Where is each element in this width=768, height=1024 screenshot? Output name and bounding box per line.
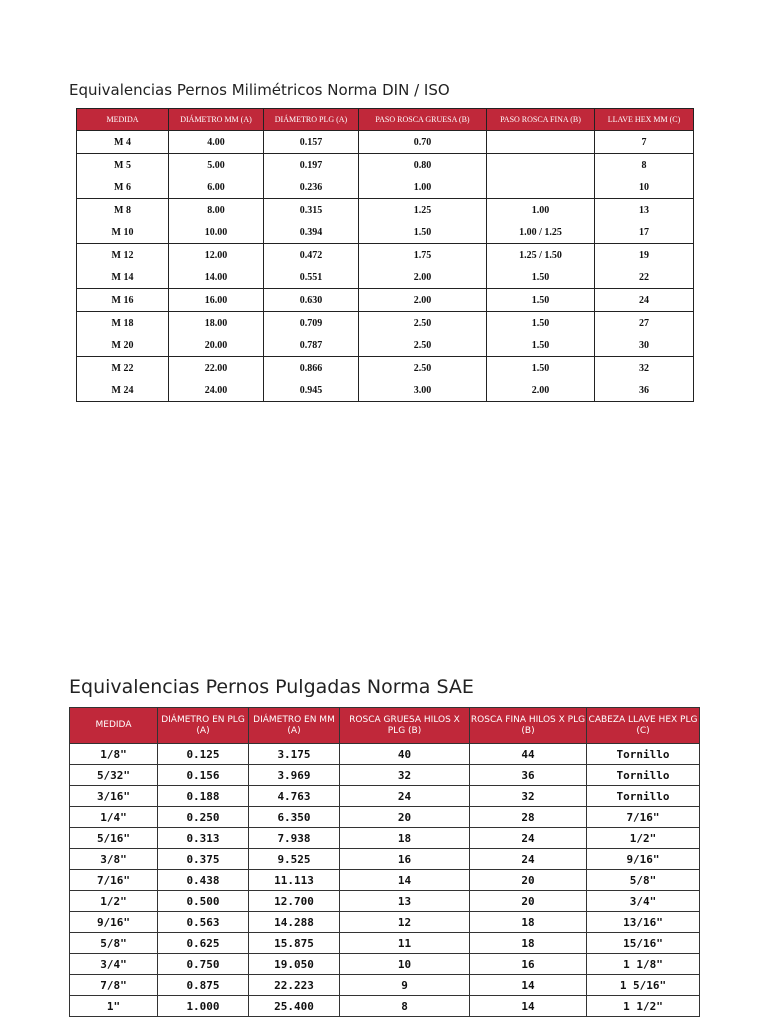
- table-row: [77, 289, 694, 312]
- table-cell: 27: [595, 312, 694, 335]
- table-cell: 0.472: [264, 244, 359, 267]
- table-cell: 16: [470, 954, 587, 975]
- table-cell: 4.763: [249, 786, 340, 807]
- table-cell: 0.438: [158, 870, 249, 891]
- table-cell: 0.313: [158, 828, 249, 849]
- table-cell: M 5: [77, 154, 169, 177]
- table-cell: 1.25: [359, 199, 487, 222]
- table-cell: 2.50: [359, 334, 487, 357]
- table-cell: 12.700: [249, 891, 340, 912]
- sae-header-row: [70, 708, 700, 744]
- header-rosca-fina: ROSCA FINA HILOS X PLG (B): [470, 708, 587, 744]
- table-cell: 0.156: [158, 765, 249, 786]
- table-cell: 1.75: [359, 244, 487, 267]
- table-cell: 5/8": [587, 870, 700, 891]
- table-cell: 15.875: [249, 933, 340, 954]
- table-cell: 1.000: [158, 996, 249, 1017]
- table-cell: 13: [595, 199, 694, 222]
- table-cell: 11: [340, 933, 470, 954]
- table-cell: 32: [340, 765, 470, 786]
- table-cell: 10: [595, 176, 694, 199]
- header-diametro-plg: DIÁMETRO PLG (A): [264, 109, 359, 131]
- metric-header-row: [77, 109, 694, 131]
- table-cell: 18: [340, 828, 470, 849]
- table-cell: M 10: [77, 221, 169, 244]
- table-row: [70, 849, 700, 870]
- table-row: [77, 357, 694, 380]
- table-row: [77, 154, 694, 177]
- table-cell: 2.50: [359, 357, 487, 380]
- table-cell: 0.197: [264, 154, 359, 177]
- table-cell: 1.50: [487, 266, 595, 289]
- table-cell: 0.250: [158, 807, 249, 828]
- table-cell: M 4: [77, 131, 169, 154]
- table-cell: M 24: [77, 379, 169, 402]
- table-cell: 2.00: [359, 266, 487, 289]
- table-cell: 22.00: [169, 357, 264, 380]
- header-diametro-mm: DIÁMETRO MM (A): [169, 109, 264, 131]
- table-row: [77, 266, 694, 289]
- table-cell: 20: [470, 870, 587, 891]
- table-cell: M 14: [77, 266, 169, 289]
- table-cell: 36: [470, 765, 587, 786]
- header-cabeza-llave-hex: CABEZA LLAVE HEX PLG (C): [587, 708, 700, 744]
- table-cell: 14: [470, 996, 587, 1017]
- table-row: [70, 912, 700, 933]
- table-row: [70, 933, 700, 954]
- table-cell: 1/2": [70, 891, 158, 912]
- table-cell: 3/4": [587, 891, 700, 912]
- table-cell: 0.70: [359, 131, 487, 154]
- table-cell: 24: [470, 828, 587, 849]
- sae-table-title: Equivalencias Pernos Pulgadas Norma SAE: [69, 676, 474, 698]
- table-cell: 1.50: [359, 221, 487, 244]
- table-row: [77, 199, 694, 222]
- table-cell: 3/16": [70, 786, 158, 807]
- metric-bolt-table: [76, 108, 694, 402]
- table-cell: 5/16": [70, 828, 158, 849]
- table-cell: 17: [595, 221, 694, 244]
- table-cell: Tornillo: [587, 786, 700, 807]
- table-cell: M 8: [77, 199, 169, 222]
- table-cell: 22: [595, 266, 694, 289]
- table-cell: 10: [340, 954, 470, 975]
- table-cell: 1.50: [487, 334, 595, 357]
- table-cell: 14.288: [249, 912, 340, 933]
- table-cell: 1.50: [487, 289, 595, 312]
- table-cell: 24: [340, 786, 470, 807]
- table-row: [70, 870, 700, 891]
- table-cell: 0.551: [264, 266, 359, 289]
- table-cell: 3.175: [249, 744, 340, 765]
- header-medida: MEDIDA: [70, 708, 158, 744]
- table-row: [70, 954, 700, 975]
- table-cell: 0.875: [158, 975, 249, 996]
- table-cell: 30: [595, 334, 694, 357]
- table-cell: 7.938: [249, 828, 340, 849]
- table-row: [70, 807, 700, 828]
- table-cell: Tornillo: [587, 765, 700, 786]
- table-cell: 1 5/16": [587, 975, 700, 996]
- table-cell: Tornillo: [587, 744, 700, 765]
- table-row: [70, 975, 700, 996]
- table-cell: 0.375: [158, 849, 249, 870]
- table-cell: 44: [470, 744, 587, 765]
- table-cell: 14: [340, 870, 470, 891]
- table-cell: 9/16": [587, 849, 700, 870]
- table-cell: 32: [470, 786, 587, 807]
- table-cell: 1 1/8": [587, 954, 700, 975]
- table-cell: 36: [595, 379, 694, 402]
- table-cell: 0.80: [359, 154, 487, 177]
- table-cell: 12.00: [169, 244, 264, 267]
- table-cell: 0.500: [158, 891, 249, 912]
- table-cell: 0.188: [158, 786, 249, 807]
- header-diametro-plg: DIÁMETRO EN PLG (A): [158, 708, 249, 744]
- table-row: [70, 996, 700, 1017]
- table-cell: 0.563: [158, 912, 249, 933]
- table-row: [77, 176, 694, 199]
- table-cell: 1.50: [487, 357, 595, 380]
- table-cell: M 22: [77, 357, 169, 380]
- table-cell: [487, 131, 595, 154]
- table-cell: [487, 154, 595, 177]
- table-cell: 20: [340, 807, 470, 828]
- table-cell: 10.00: [169, 221, 264, 244]
- header-medida: MEDIDA: [77, 109, 169, 131]
- table-cell: 0.750: [158, 954, 249, 975]
- table-cell: 3.00: [359, 379, 487, 402]
- table-cell: 16: [340, 849, 470, 870]
- table-cell: 18: [470, 933, 587, 954]
- table-cell: 7: [595, 131, 694, 154]
- header-paso-rosca-fina: PASO ROSCA FINA (B): [487, 109, 595, 131]
- table-cell: 1/4": [70, 807, 158, 828]
- table-cell: 1/8": [70, 744, 158, 765]
- table-cell: 32: [595, 357, 694, 380]
- table-cell: 0.787: [264, 334, 359, 357]
- table-cell: 8: [595, 154, 694, 177]
- table-cell: M 16: [77, 289, 169, 312]
- table-cell: 14.00: [169, 266, 264, 289]
- table-cell: 24: [470, 849, 587, 870]
- table-cell: 7/16": [70, 870, 158, 891]
- table-row: [77, 244, 694, 267]
- table-cell: 22.223: [249, 975, 340, 996]
- table-row: [70, 828, 700, 849]
- table-row: [70, 891, 700, 912]
- table-row: [70, 786, 700, 807]
- table-cell: 0.625: [158, 933, 249, 954]
- table-cell: 0.945: [264, 379, 359, 402]
- table-cell: 40: [340, 744, 470, 765]
- table-cell: 28: [470, 807, 587, 828]
- table-cell: 6.350: [249, 807, 340, 828]
- table-row: [77, 312, 694, 335]
- table-cell: 1.25 / 1.50: [487, 244, 595, 267]
- header-paso-rosca-gruesa: PASO ROSCA GRUESA (B): [359, 109, 487, 131]
- table-cell: 20: [470, 891, 587, 912]
- table-cell: 18: [470, 912, 587, 933]
- table-cell: 0.125: [158, 744, 249, 765]
- table-cell: M 20: [77, 334, 169, 357]
- header-rosca-gruesa: ROSCA GRUESA HILOS X PLG (B): [340, 708, 470, 744]
- table-cell: 20.00: [169, 334, 264, 357]
- table-cell: 13: [340, 891, 470, 912]
- table-cell: 3/4": [70, 954, 158, 975]
- table-cell: 2.00: [487, 379, 595, 402]
- table-cell: 5.00: [169, 154, 264, 177]
- table-cell: 4.00: [169, 131, 264, 154]
- header-llave-hex-mm: LLAVE HEX MM (C): [595, 109, 694, 131]
- table-cell: 0.630: [264, 289, 359, 312]
- table-cell: 0.866: [264, 357, 359, 380]
- table-cell: 15/16": [587, 933, 700, 954]
- table-cell: 1.00: [359, 176, 487, 199]
- table-cell: 8: [340, 996, 470, 1017]
- table-cell: 19: [595, 244, 694, 267]
- table-cell: 24: [595, 289, 694, 312]
- sae-bolt-table: [69, 707, 700, 1017]
- table-cell: 0.394: [264, 221, 359, 244]
- table-cell: 7/8": [70, 975, 158, 996]
- table-cell: 8.00: [169, 199, 264, 222]
- table-row: [77, 221, 694, 244]
- table-cell: 19.050: [249, 954, 340, 975]
- table-cell: 11.113: [249, 870, 340, 891]
- table-row: [77, 379, 694, 402]
- table-cell: 3.969: [249, 765, 340, 786]
- table-cell: 5/8": [70, 933, 158, 954]
- header-diametro-mm: DIÁMETRO EN MM (A): [249, 708, 340, 744]
- table-cell: 1 1/2": [587, 996, 700, 1017]
- table-cell: M 6: [77, 176, 169, 199]
- table-row: [70, 765, 700, 786]
- table-cell: 9: [340, 975, 470, 996]
- table-cell: 16.00: [169, 289, 264, 312]
- table-cell: 13/16": [587, 912, 700, 933]
- table-cell: 6.00: [169, 176, 264, 199]
- table-cell: 7/16": [587, 807, 700, 828]
- table-cell: 0.157: [264, 131, 359, 154]
- table-cell: 25.400: [249, 996, 340, 1017]
- table-row: [77, 131, 694, 154]
- table-cell: M 12: [77, 244, 169, 267]
- table-cell: 1/2": [587, 828, 700, 849]
- table-cell: 1": [70, 996, 158, 1017]
- table-row: [70, 744, 700, 765]
- table-cell: 3/8": [70, 849, 158, 870]
- table-cell: 1.00 / 1.25: [487, 221, 595, 244]
- table-cell: 0.315: [264, 199, 359, 222]
- table-cell: 12: [340, 912, 470, 933]
- table-cell: 0.709: [264, 312, 359, 335]
- table-cell: 18.00: [169, 312, 264, 335]
- table-row: [77, 334, 694, 357]
- table-cell: 1.50: [487, 312, 595, 335]
- table-cell: 2.50: [359, 312, 487, 335]
- table-cell: M 18: [77, 312, 169, 335]
- table-cell: 1.00: [487, 199, 595, 222]
- table-cell: 2.00: [359, 289, 487, 312]
- table-cell: [487, 176, 595, 199]
- table-cell: 14: [470, 975, 587, 996]
- metric-table-title: Equivalencias Pernos Milimétricos Norma DIN / ISO: [69, 81, 450, 99]
- table-cell: 24.00: [169, 379, 264, 402]
- table-cell: 9/16": [70, 912, 158, 933]
- table-cell: 5/32": [70, 765, 158, 786]
- table-cell: 9.525: [249, 849, 340, 870]
- table-cell: 0.236: [264, 176, 359, 199]
